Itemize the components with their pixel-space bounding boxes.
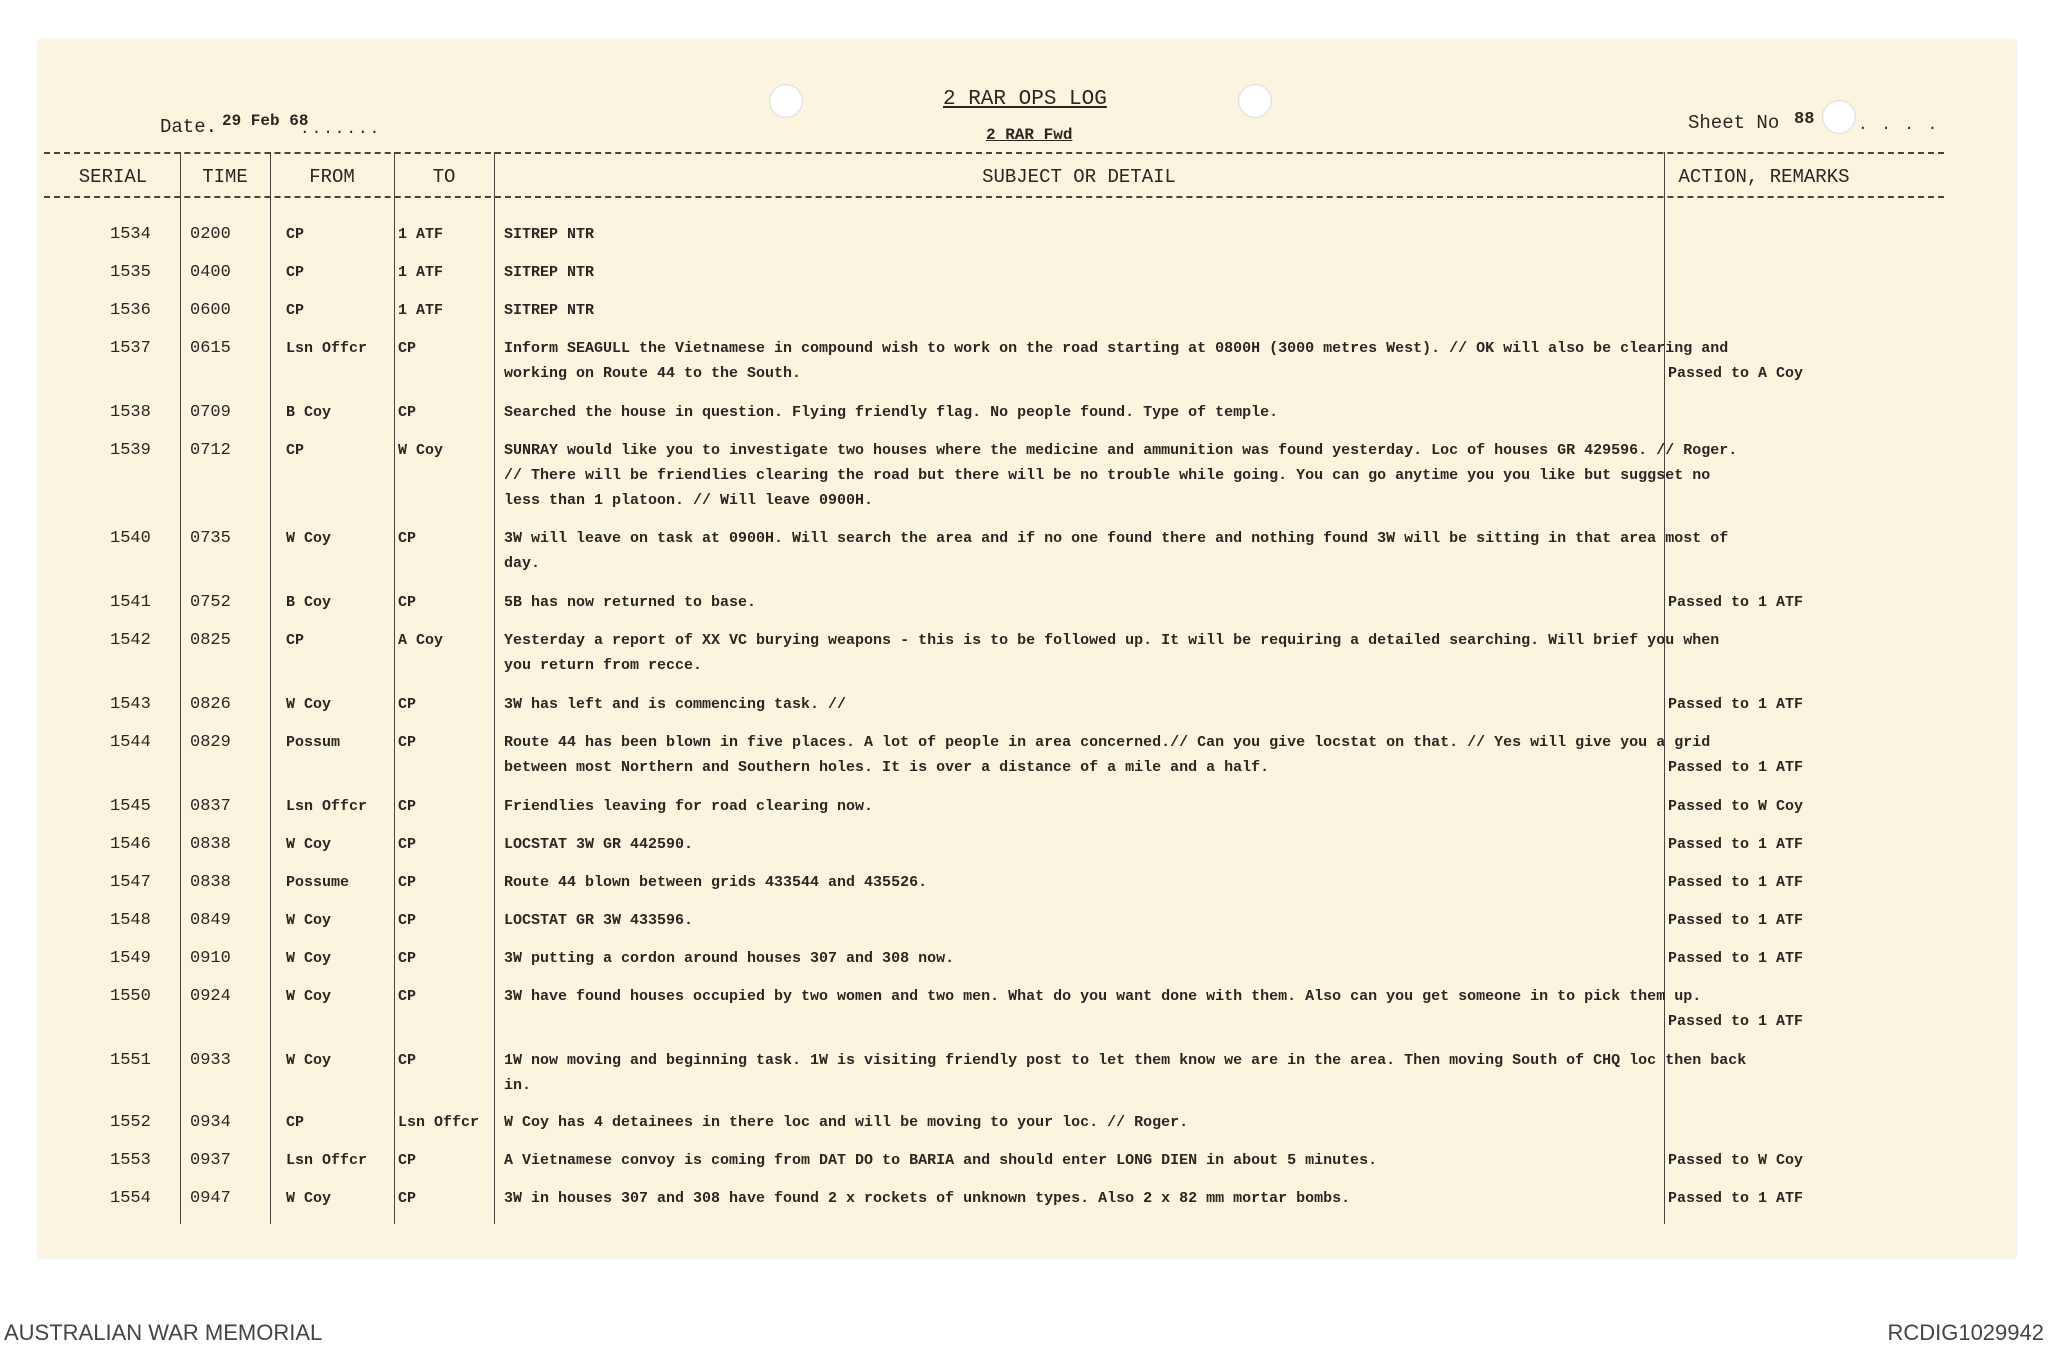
time-cell: 0849	[190, 911, 231, 930]
detail-cell: A Vietnamese convoy is coming from DAT DO to BARIA and should enter LONG DIEN in about 5 minutes.	[504, 1152, 1378, 1169]
serial-cell: 1541	[110, 593, 151, 612]
action-cell: Passed to 1 ATF	[1668, 1013, 1804, 1030]
serial-cell: 1543	[110, 695, 151, 714]
time-cell: 0615	[190, 339, 231, 358]
detail-cell: 1W now moving and beginning task. 1W is visiting friendly post to let them know we are in the area. Then moving South of CHQ loc then back in.	[504, 1052, 1747, 1094]
from-cell: W Coy	[286, 912, 332, 929]
date-label: Date.	[160, 116, 218, 138]
action-cell: Passed to 1 ATF	[1668, 1190, 1804, 1207]
punch-hole-left	[769, 84, 803, 118]
detail-cell: LOCSTAT GR 3W 433596.	[504, 912, 694, 929]
column-header-action: ACTION, REMARKS	[1678, 166, 1850, 188]
serial-cell: 1545	[110, 797, 151, 816]
detail-cell: 5B has now returned to base.	[504, 594, 757, 611]
action-cell: Passed to W Coy	[1668, 1152, 1804, 1169]
to-cell: CP	[398, 1052, 417, 1069]
serial-cell: 1546	[110, 835, 151, 854]
column-header-detail: SUBJECT OR DETAIL	[982, 166, 1176, 188]
to-cell: 1 ATF	[398, 226, 444, 243]
detail-cell: Route 44 blown between grids 433544 and 435526.	[504, 874, 928, 891]
time-cell: 0200	[190, 225, 231, 244]
detail-cell: Inform SEAGULL the Vietnamese in compound wish to work on the road starting at 0800H (3000 metres West). // OK will also be clearing and working on Route 44 to the South.	[504, 340, 1729, 382]
serial-cell: 1539	[110, 441, 151, 460]
time-cell: 0829	[190, 733, 231, 752]
time-cell: 0825	[190, 631, 231, 650]
detail-cell: SITREP NTR	[504, 226, 595, 243]
detail-cell: Yesterday a report of XX VC burying weapons - this is to be followed up. It will be requiring a detailed searching. Will brief you when you return from recce.	[504, 632, 1720, 674]
to-cell: CP	[398, 798, 417, 815]
log-subtitle: 2 RAR Fwd	[986, 126, 1073, 144]
serial-cell: 1551	[110, 1051, 151, 1070]
to-cell: CP	[398, 1152, 417, 1169]
time-cell: 0837	[190, 797, 231, 816]
action-cell: Passed to 1 ATF	[1668, 696, 1804, 713]
archive-credit: AUSTRALIAN WAR MEMORIAL	[4, 1320, 323, 1345]
from-cell: CP	[286, 264, 305, 281]
detail-cell: 3W will leave on task at 0900H. Will search the area and if no one found there and nothing found 3W will be sitting in that area most of day.	[504, 530, 1729, 572]
detail-cell: Friendlies leaving for road clearing now.	[504, 798, 874, 815]
sheet-number-value: 88	[1794, 110, 1815, 129]
action-cell: Passed to W Coy	[1668, 798, 1804, 815]
serial-cell: 1554	[110, 1189, 151, 1208]
from-cell: W Coy	[286, 836, 332, 853]
detail-cell: Searched the house in question. Flying friendly flag. No people found. Type of temple.	[504, 404, 1279, 421]
detail-cell: 3W have found houses occupied by two women and two men. What do you want done with them. Also can you get someone in to pick them up.	[504, 988, 1702, 1005]
time-cell: 0838	[190, 835, 231, 854]
punch-hole-corner	[1822, 100, 1856, 134]
column-header-from: FROM	[309, 166, 355, 188]
from-cell: W Coy	[286, 988, 332, 1005]
from-cell: W Coy	[286, 950, 332, 967]
from-cell: CP	[286, 632, 305, 649]
action-cell: Passed to 1 ATF	[1668, 594, 1804, 611]
to-cell: CP	[398, 950, 417, 967]
time-cell: 0712	[190, 441, 231, 460]
action-cell: Passed to 1 ATF	[1668, 836, 1804, 853]
time-cell: 0709	[190, 403, 231, 422]
detail-cell: SITREP NTR	[504, 264, 595, 281]
column-header-time: TIME	[202, 166, 248, 188]
from-cell: W Coy	[286, 530, 332, 547]
to-cell: CP	[398, 836, 417, 853]
to-cell: 1 ATF	[398, 264, 444, 281]
serial-cell: 1542	[110, 631, 151, 650]
to-cell: CP	[398, 874, 417, 891]
log-sheet	[38, 40, 2016, 1258]
detail-cell: 3W in houses 307 and 308 have found 2 x rockets of unknown types. Also 2 x 82 mm mortar bombs.	[504, 1190, 1351, 1207]
from-cell: CP	[286, 302, 305, 319]
detail-cell: Route 44 has been blown in five places. A lot of people in area concerned.// Can you give locstat on that. // Yes will give you a grid between most Northern and Southern holes. It is over a distance of a mile and a half.	[504, 734, 1711, 776]
detail-cell: 3W has left and is commencing task. //	[504, 696, 847, 713]
serial-cell: 1538	[110, 403, 151, 422]
time-cell: 0947	[190, 1189, 231, 1208]
column-header-to: TO	[432, 166, 456, 188]
to-cell: CP	[398, 1190, 417, 1207]
detail-cell: LOCSTAT 3W GR 442590.	[504, 836, 694, 853]
from-cell: Lsn Offcr	[286, 798, 368, 815]
time-cell: 0933	[190, 1051, 231, 1070]
to-cell: CP	[398, 594, 417, 611]
from-cell: Lsn Offcr	[286, 340, 368, 357]
serial-cell: 1547	[110, 873, 151, 892]
time-cell: 0937	[190, 1151, 231, 1170]
from-cell: W Coy	[286, 1190, 332, 1207]
time-cell: 0752	[190, 593, 231, 612]
to-cell: 1 ATF	[398, 302, 444, 319]
header-rule-top	[44, 152, 1944, 154]
column-divider-time	[270, 152, 271, 1224]
detail-cell: SUNRAY would like you to investigate two houses where the medicine and ammunition was found yesterday. Loc of houses GR 429596. // Roger. // There will be friendlies clearing the road but there will be no trouble while going. You can go anytime you you like but suggset no less than 1 platoon. // Will leave 0900H.	[504, 442, 1738, 509]
time-cell: 0826	[190, 695, 231, 714]
from-cell: W Coy	[286, 696, 332, 713]
from-cell: B Coy	[286, 594, 332, 611]
serial-cell: 1536	[110, 301, 151, 320]
from-cell: W Coy	[286, 1052, 332, 1069]
to-cell: W Coy	[398, 442, 444, 459]
column-header-serial: SERIAL	[78, 166, 148, 188]
date-value: 29 Feb 68	[222, 112, 309, 130]
action-cell: Passed to 1 ATF	[1668, 759, 1804, 776]
date-dots: .......	[300, 120, 382, 138]
archive-id: RCDIG1029942	[1887, 1320, 2044, 1345]
to-cell: CP	[398, 340, 417, 357]
header-rule-bottom	[44, 196, 1944, 198]
from-cell: Possume	[286, 874, 350, 891]
sheet-number-label: Sheet No	[1688, 112, 1780, 134]
serial-cell: 1549	[110, 949, 151, 968]
sheet-number-dots: . . . .	[1858, 116, 1940, 134]
detail-cell: W Coy has 4 detainees in there loc and will be moving to your loc. // Roger.	[504, 1114, 1189, 1131]
to-cell: CP	[398, 530, 417, 547]
time-cell: 0934	[190, 1113, 231, 1132]
to-cell: CP	[398, 912, 417, 929]
time-cell: 0924	[190, 987, 231, 1006]
to-cell: CP	[398, 988, 417, 1005]
serial-cell: 1552	[110, 1113, 151, 1132]
serial-cell: 1534	[110, 225, 151, 244]
time-cell: 0400	[190, 263, 231, 282]
log-title: 2 RAR OPS LOG	[943, 88, 1107, 111]
serial-cell: 1550	[110, 987, 151, 1006]
to-cell: A Coy	[398, 632, 444, 649]
time-cell: 0600	[190, 301, 231, 320]
serial-cell: 1540	[110, 529, 151, 548]
to-cell: CP	[398, 404, 417, 421]
from-cell: CP	[286, 226, 305, 243]
time-cell: 0838	[190, 873, 231, 892]
to-cell: CP	[398, 734, 417, 751]
serial-cell: 1544	[110, 733, 151, 752]
action-cell: Passed to A Coy	[1668, 365, 1804, 382]
action-cell: Passed to 1 ATF	[1668, 912, 1804, 929]
to-cell: CP	[398, 696, 417, 713]
from-cell: Possum	[286, 734, 341, 751]
time-cell: 0735	[190, 529, 231, 548]
from-cell: B Coy	[286, 404, 332, 421]
to-cell: Lsn Offcr	[398, 1114, 480, 1131]
action-cell: Passed to 1 ATF	[1668, 950, 1804, 967]
time-cell: 0910	[190, 949, 231, 968]
serial-cell: 1548	[110, 911, 151, 930]
punch-hole-right	[1238, 84, 1272, 118]
from-cell: CP	[286, 1114, 305, 1131]
detail-cell: 3W putting a cordon around houses 307 and 308 now.	[504, 950, 955, 967]
serial-cell: 1537	[110, 339, 151, 358]
from-cell: Lsn Offcr	[286, 1152, 368, 1169]
detail-cell: SITREP NTR	[504, 302, 595, 319]
serial-cell: 1553	[110, 1151, 151, 1170]
serial-cell: 1535	[110, 263, 151, 282]
from-cell: CP	[286, 442, 305, 459]
action-cell: Passed to 1 ATF	[1668, 874, 1804, 891]
